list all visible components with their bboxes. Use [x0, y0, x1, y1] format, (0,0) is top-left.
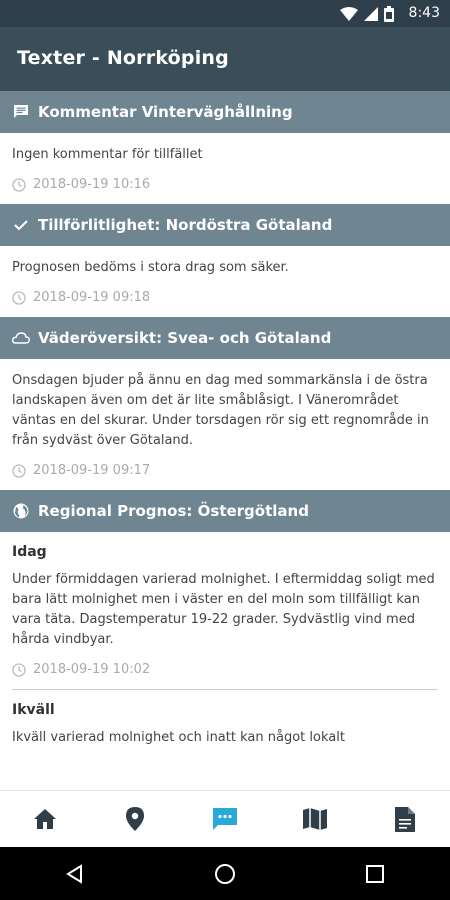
section-header-weather-overview: [0, 317, 450, 359]
timestamp-text: 2018-09-19 10:16: [33, 177, 151, 192]
clock-icon: [12, 178, 26, 192]
comment-icon: [12, 103, 30, 121]
timestamp-text: 2018-09-19 09:17: [33, 463, 151, 478]
subsection-title: Ikväll: [12, 702, 55, 718]
section-body: [0, 359, 450, 490]
timestamp: [12, 463, 438, 478]
clock-icon: [12, 464, 26, 478]
timestamp: [12, 177, 438, 192]
battery-icon: [384, 6, 394, 22]
messages-icon[interactable]: [212, 807, 238, 831]
signal-icon: [364, 7, 378, 21]
clock-icon: [12, 291, 26, 305]
section-title: Väderöversikt: Svea- och Götaland: [38, 329, 332, 347]
section-header-comment: [0, 91, 450, 133]
check-icon: [12, 216, 30, 234]
bottom-nav: [0, 790, 450, 847]
section-text: Prognosen bedöms i stora drag som säker.: [12, 260, 289, 275]
location-icon[interactable]: [126, 807, 144, 831]
app-bar: [0, 27, 450, 91]
section-title: Tillförlitlighet: Nordöstra Götaland: [38, 216, 333, 234]
back-icon[interactable]: [65, 864, 85, 884]
home-button[interactable]: [195, 854, 255, 894]
wifi-icon: [340, 7, 358, 21]
timestamp: [12, 290, 438, 305]
timestamp-text: 2018-09-19 10:02: [33, 662, 151, 677]
section-body: [0, 246, 450, 317]
section-header-regional-forecast: [0, 490, 450, 532]
home-circle-icon[interactable]: [214, 863, 236, 885]
document-icon[interactable]: [395, 807, 415, 832]
nav-home[interactable]: [0, 791, 90, 847]
timestamp: [12, 662, 438, 677]
page-title: Texter - Norrköping: [17, 47, 229, 69]
status-time: 8:43: [408, 5, 440, 21]
subsection-title: Idag: [12, 544, 47, 560]
back-button[interactable]: [45, 854, 105, 894]
section-text: Onsdagen bjuder på ännu en dag med sommarkänsla i de östra landskapen även om det är lite småblåsigt. I Vänerområdet väntas en del skurar. Under torsdagen rör sig ett regnområde in från sydväst över Götaland.: [12, 373, 429, 448]
status-bar: [0, 0, 450, 27]
section-title: Regional Prognos: Östergötland: [38, 502, 309, 520]
nav-document[interactable]: [360, 791, 450, 847]
home-icon[interactable]: [33, 808, 57, 830]
section-text: Ingen kommentar för tillfället: [12, 147, 203, 162]
section-header-reliability: [0, 204, 450, 246]
system-nav-bar: [0, 847, 450, 900]
content-scroll[interactable]: [0, 91, 450, 790]
cloud-icon: [12, 329, 30, 347]
recents-icon[interactable]: [366, 865, 384, 883]
section-body: [0, 532, 450, 760]
section-title: Kommentar Vinterväghållning: [38, 103, 293, 121]
recents-button[interactable]: [345, 854, 405, 894]
section-text: Ikväll varierad molnighet och inatt kan något lokalt: [12, 730, 345, 745]
nav-map[interactable]: [270, 791, 360, 847]
globe-icon: [12, 502, 30, 520]
timestamp-text: 2018-09-19 09:18: [33, 290, 151, 305]
map-icon[interactable]: [302, 807, 328, 831]
divider: [12, 689, 438, 690]
nav-messages[interactable]: [180, 791, 270, 847]
section-text: Under förmiddagen varierad molnighet. I eftermiddag soligt med bara lätt molnighet men i väster en del moln som tillfälligt kan vara täta. Dagstemperatur 19-22 grader. Sydvästlig vind med hårda vindbyar.: [12, 572, 435, 647]
section-body: [0, 133, 450, 204]
status-icons: [340, 6, 394, 22]
nav-location[interactable]: [90, 791, 180, 847]
clock-icon: [12, 663, 26, 677]
